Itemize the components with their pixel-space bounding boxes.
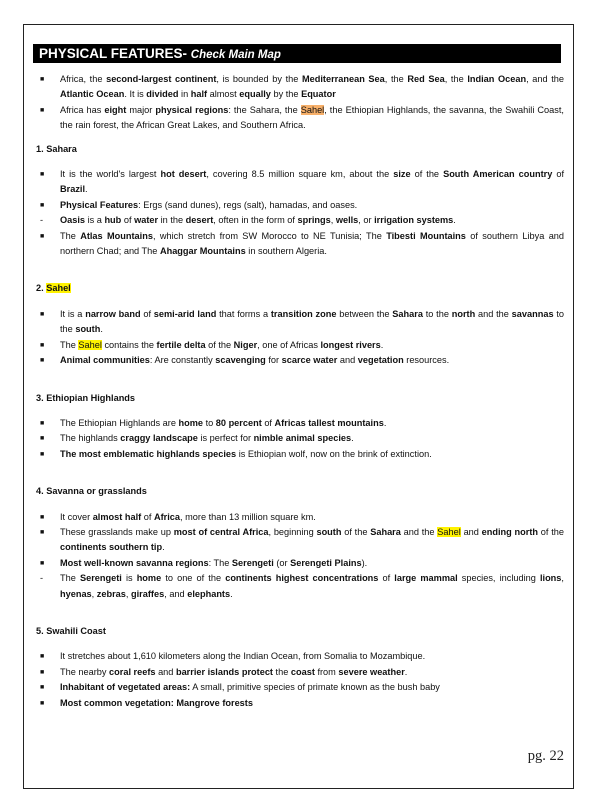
heading-sahel: 2. Sahel bbox=[36, 283, 71, 294]
swahili-list bbox=[36, 649, 564, 711]
sahara-bullet-1: ■ It is the world's largest hot desert, covering 8.5 million square km, about the size of the South American country of Brazil. bbox=[40, 169, 565, 195]
bullet-marker: ■ bbox=[40, 76, 45, 83]
sahara-bullet-3: - Oasis is a hub of water in the desert, often in the form of springs, wells, or irrigation systems. bbox=[40, 215, 456, 226]
highlight-sahel: Sahel bbox=[300, 104, 325, 115]
intro-bullet-1: ■ Africa, the second-largest continent, is bounded by the Mediterranean Sea, the Red Sea, the Indian Ocean, and the Atlantic Ocean. It is divided in half almost equally by the Equator bbox=[40, 74, 565, 100]
sahara-bullet-2: ■ Physical Features: Ergs (sand dunes), regs (salt), hamadas, and oases. bbox=[40, 199, 358, 210]
savanna-bullet-4: - The Serengeti is home to one of the continents highest concentrations of large mammal species, including lions, hyenas, zebras, giraffes, and elephants. bbox=[40, 573, 564, 599]
intro-list bbox=[36, 72, 564, 134]
bullet-marker: ■ bbox=[40, 106, 45, 114]
page-number: pg. 22 bbox=[527, 748, 564, 764]
swahili-bullet-3: ■ Inhabitant of vegetated areas: A small, primitive species of primate known as the bush baby bbox=[40, 682, 440, 693]
heading-savanna: 4. Savanna or grasslands bbox=[36, 486, 147, 497]
sahel-bullet-2: ■ The Sahel contains the fertile delta of the Niger, one of Africas longest rivers. bbox=[40, 339, 384, 350]
savanna-bullet-3: ■ Most well-known savanna regions: The Serengeti (or Serengeti Plains). bbox=[40, 557, 368, 568]
section-banner bbox=[33, 44, 561, 63]
heading-sahara: 1. Sahara bbox=[36, 143, 77, 154]
savanna-list bbox=[36, 510, 564, 602]
ethiopia-bullet-3: ■ The most emblematic highlands species is Ethiopian wolf, now on the brink of extinction. bbox=[40, 448, 432, 459]
swahili-bullet-1: ■ It stretches about 1,610 kilometers along the Indian Ocean, from Somalia to Mozambique. bbox=[40, 651, 426, 662]
sahara-bullet-4: ■ The Atlas Mountains, which stretch from SW Morocco to NE Tunisia; The Tibesti Mountains of southern Libya and northern Chad; and The Ahaggar Mountains in southern Algeria. bbox=[40, 230, 565, 257]
savanna-bullet-1: ■ It cover almost half of Africa, more than 13 million square km. bbox=[40, 511, 316, 522]
sahel-list bbox=[36, 307, 564, 369]
heading-ethiopian-highlands: 3. Ethiopian Highlands bbox=[36, 392, 136, 403]
savanna-bullet-2: ■ These grasslands make up most of central Africa, beginning south of the Sahara and the Sahel and ending north of the continents southern tip. bbox=[40, 526, 565, 553]
sahel-bullet-1: ■ It is a narrow band of semi-arid land that forms a transition zone between the Sahara to the north and the savannas to the south. bbox=[40, 308, 565, 335]
heading-swahili-coast: 5. Swahili Coast bbox=[36, 625, 106, 636]
banner-subtitle: Check Main Map bbox=[190, 49, 281, 61]
sahara-list bbox=[36, 167, 564, 259]
ethiopia-bullet-2: ■ The highlands craggy landscape is perfect for nimble animal species. bbox=[40, 433, 354, 444]
sahel-bullet-3: ■ Animal communities: Are constantly scavenging for scarce water and vegetation resources. bbox=[40, 355, 450, 366]
swahili-bullet-4: ■ Most common vegetation: Mangrove forests bbox=[40, 697, 253, 708]
intro-bullet-2: ■ Africa has eight major physical regions: the Sahara, the Sahel, the Ethiopian Highlands, the savanna, the Swahili Coast, the rain forest, the African Great Lakes, and Southern Africa. bbox=[40, 104, 564, 131]
ethiopia-list bbox=[36, 416, 564, 462]
ethiopia-bullet-1: ■ The Ethiopian Highlands are home to 80 percent of Africas tallest mountains. bbox=[40, 417, 387, 428]
document-body bbox=[36, 72, 564, 711]
banner-title: PHYSICAL FEATURES- bbox=[39, 46, 188, 61]
swahili-bullet-2: ■ The nearby coral reefs and barrier islands protect the coast from severe weather. bbox=[40, 666, 408, 677]
